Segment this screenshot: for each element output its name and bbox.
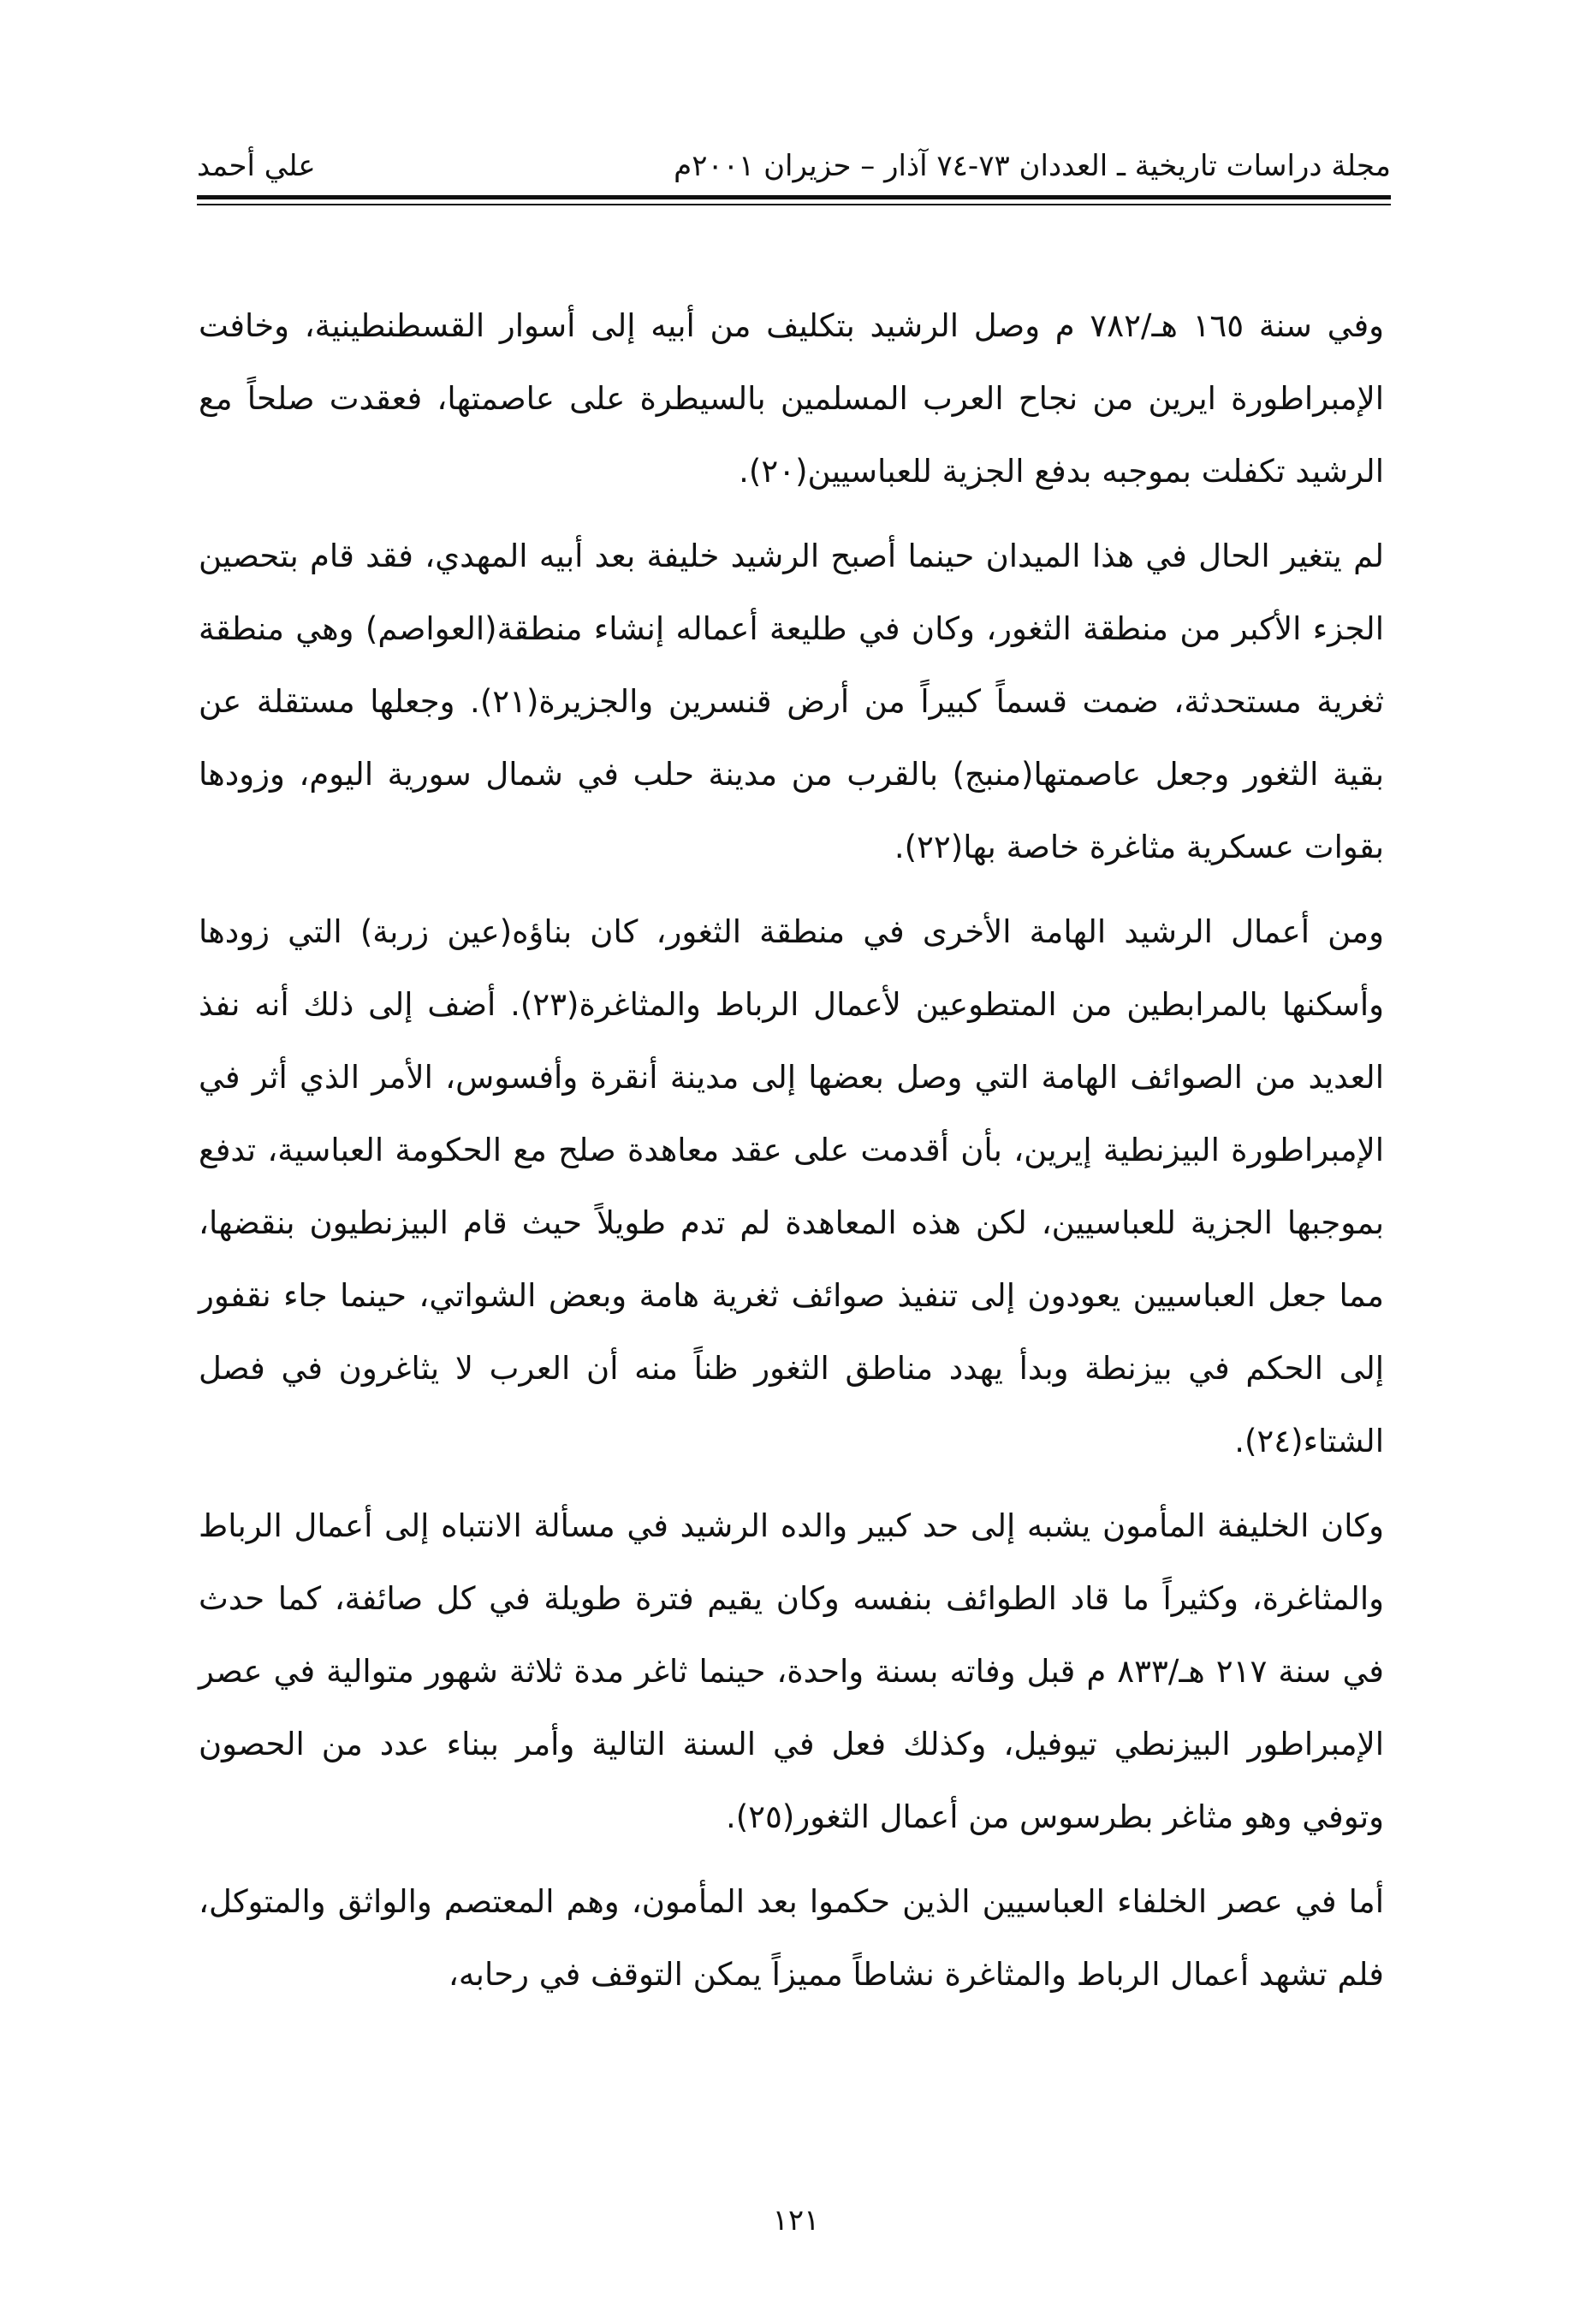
paragraph: أما في عصر الخلفاء العباسيين الذين حكموا بعد المأمون، وهم المعتصم والواثق والمتوكل، فلم تشهد أعمال الرباط والمثاغرة نشاطاً مميزاً يمكن التوقف في رحابه، xyxy=(199,1883,1384,1993)
journal-title: مجلة دراسات تاريخية ـ العددان ٧٣-٧٤ آذار – حزيران ٢٠٠١م xyxy=(674,149,1391,183)
header-rule-thin xyxy=(197,204,1391,205)
running-header xyxy=(197,147,1391,185)
header-rule-thick xyxy=(197,195,1391,199)
page-number: ١٢١ xyxy=(772,2203,820,2238)
paragraph: ومن أعمال الرشيد الهامة الأخرى في منطقة الثغور، كان بناؤه(عين زربة) التي زودها وأسكنها بالمرابطين من المتطوعين لأعمال الرباط والمثاغرة(٢٣). أضف إلى ذلك أنه نفذ العديد من الصوائف الهامة التي وصل بعضها إلى مدينة أنقرة وأفسوس، الأمر الذي أثر في الإمبراطورة البيزنطية إيرين، بأن أقدمت على عقد معاهدة صلح مع الحكومة العباسية، تدفع بموجبها الجزية للعباسيين، لكن هذه المعاهدة لم تدم طويلاً حيث قام البيزنطيون بنقضها، مما جعل العباسيين يعودون إلى تنفيذ صوائف ثغرية هامة وبعض الشواتي، حينما جاء نقفور إلى الحكم في بيزنطة وبدأ يهدد مناطق الثغور ظناً منه أن العرب لا يثاغرون في فصل الشتاء(٢٤). xyxy=(199,913,1384,1459)
paragraph: وفي سنة ١٦٥ هـ/٧٨٢ م وصل الرشيد بتكليف من أبيه إلى أسوار القسطنطينية، وخافت الإمبراطورة ايرين من نجاح العرب المسلمين بالسيطرة على عاصمتها، فعقدت صلحاً مع الرشيد تكفلت بموجبه بدفع الجزية للعباسيين(٢٠). xyxy=(199,307,1384,490)
paragraph: لم يتغير الحال في هذا الميدان حينما أصبح الرشيد خليفة بعد أبيه المهدي، فقد قام بتحصين الجزء الأكبر من منطقة الثغور، وكان في طليعة أعماله إنشاء منطقة(العواصم) وهي منطقة ثغرية مستحدثة، ضمت قسماً كبيراً من أرض قنسرين والجزيرة(٢١). وجعلها مستقلة عن بقية الثغور وجعل عاصمتها(منبج) بالقرب من مدينة حلب في شمال سورية اليوم، وزودها بقوات عسكرية مثاغرة خاصة بها(٢٢). xyxy=(199,538,1384,865)
paragraph: وكان الخليفة المأمون يشبه إلى حد كبير والده الرشيد في مسألة الانتباه إلى أعمال الرباط والمثاغرة، وكثيراً ما قاد الطوائف بنفسه وكان يقيم فترة طويلة في كل صائفة، كما حدث في سنة ٢١٧ هـ/٨٣٣ م قبل وفاته بسنة واحدة، حينما ثاغر مدة ثلاثة شهور متوالية في عصر الإمبراطور البيزنطي تيوفيل، وكذلك فعل في السنة التالية وأمر ببناء عدد من الحصون وتوفي وهو مثاغر بطرسوس من أعمال الثغور(٢٥). xyxy=(199,1507,1384,1835)
article-body xyxy=(199,289,1384,2011)
author-name: علي أحمد xyxy=(197,149,316,183)
